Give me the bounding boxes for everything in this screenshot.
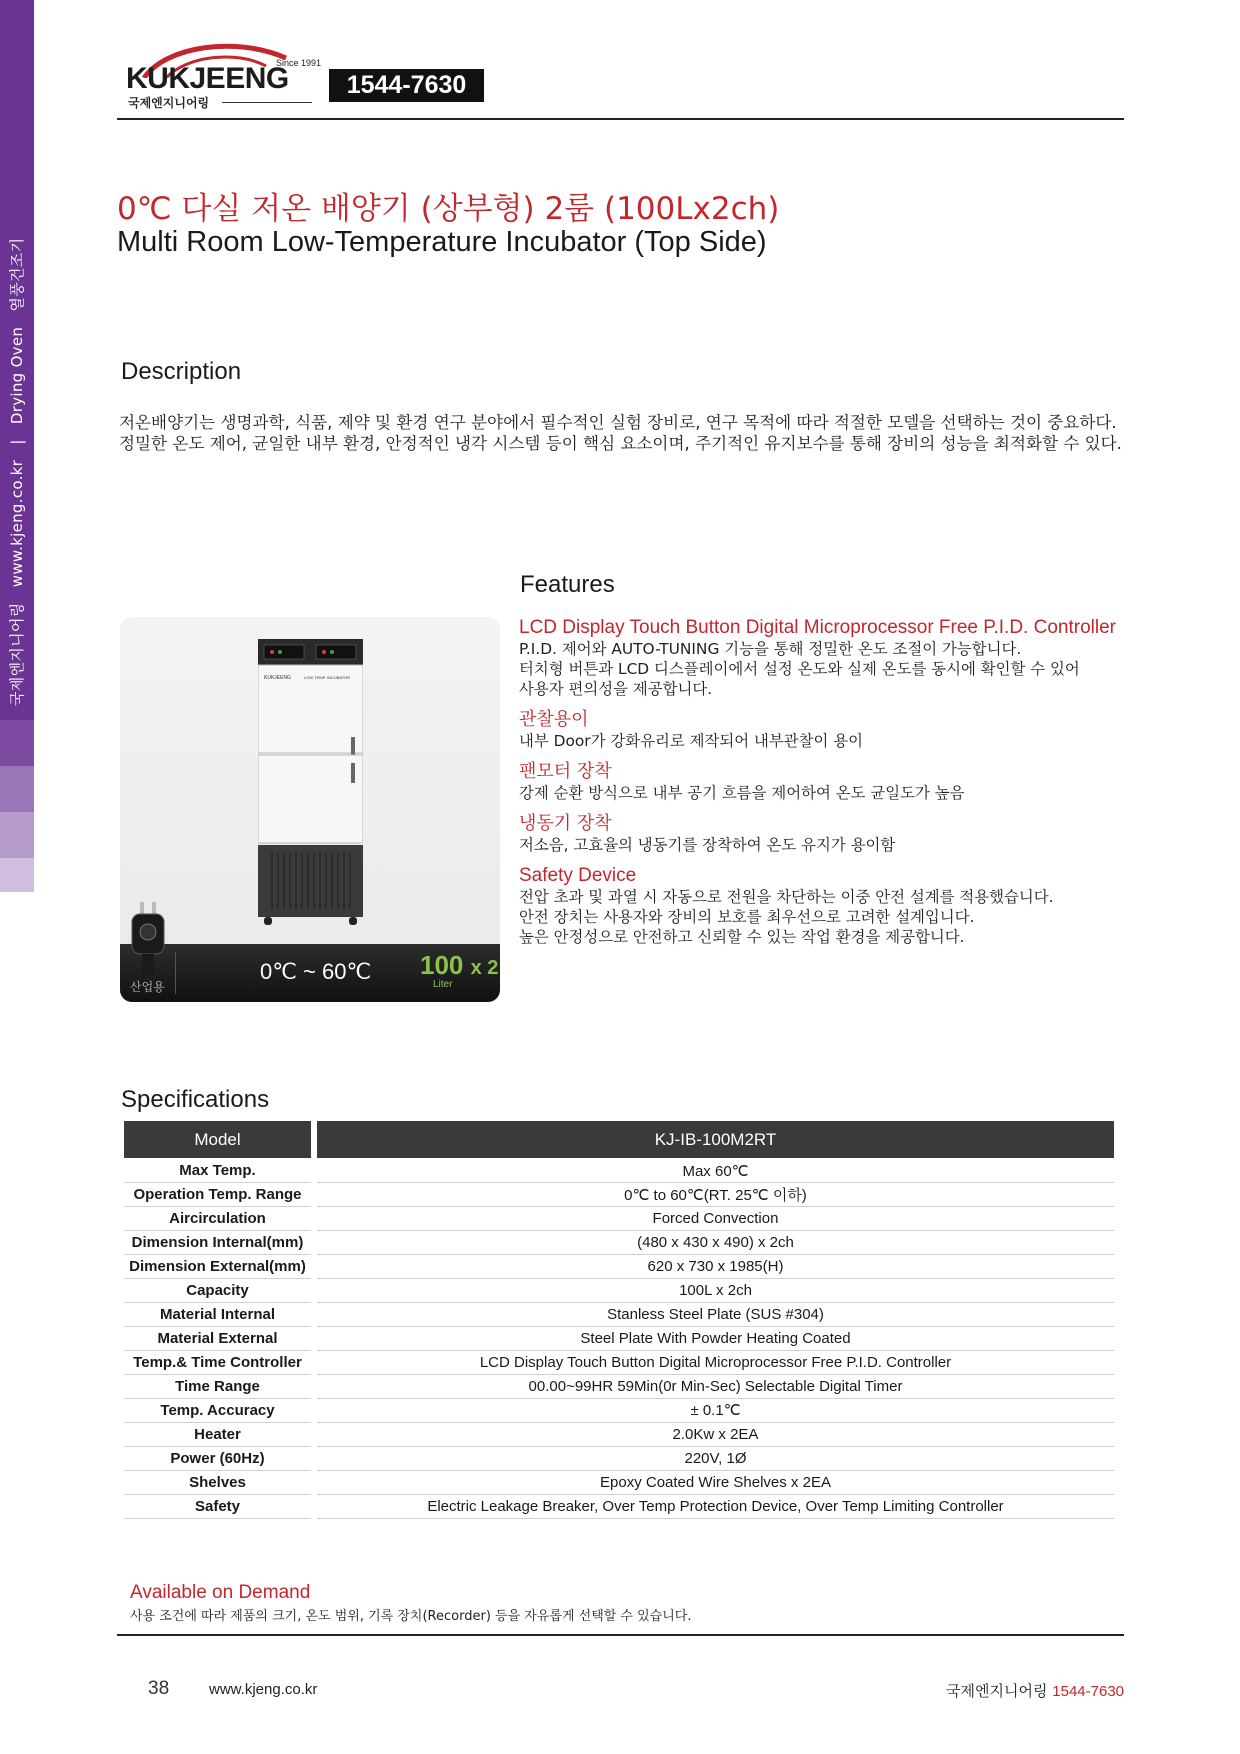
spec-value: 00.00~99HR 59Min(0r Min-Sec) Selectable Digital Timer bbox=[314, 1374, 1114, 1398]
spec-key: Temp. Accuracy bbox=[124, 1398, 314, 1422]
spec-value: 2.0Kw x 2EA bbox=[314, 1422, 1114, 1446]
footer-contact bbox=[946, 1680, 1124, 1701]
spec-key: Dimension Internal(mm) bbox=[124, 1230, 314, 1254]
feature-item bbox=[519, 761, 1119, 803]
spec-value: Stanless Steel Plate (SUS #304) bbox=[314, 1302, 1114, 1326]
capacity-number: 100 bbox=[420, 950, 464, 980]
feature-item bbox=[519, 865, 1119, 947]
feature-line: 사용자 편의성을 제공합니다. bbox=[519, 680, 713, 698]
side-separator: | bbox=[8, 439, 26, 445]
spec-key: Temp.& Time Controller bbox=[124, 1350, 314, 1374]
feature-line: P.I.D. 제어와 AUTO-TUNING 기능을 통해 정밀한 온도 조절이 가능합니다. bbox=[519, 640, 1022, 658]
spec-value: Forced Convection bbox=[314, 1206, 1114, 1230]
side-band-block bbox=[0, 812, 34, 858]
table-row bbox=[124, 1326, 1114, 1350]
spec-value: 220V, 1Ø bbox=[314, 1446, 1114, 1470]
table-row bbox=[124, 1158, 1114, 1182]
features-list bbox=[519, 617, 1119, 957]
available-heading: Available on Demand bbox=[130, 1582, 311, 1603]
spec-value: 620 x 730 x 1985(H) bbox=[314, 1254, 1114, 1278]
spec-value: Epoxy Coated Wire Shelves x 2EA bbox=[314, 1470, 1114, 1494]
spec-value: ± 0.1℃ bbox=[314, 1398, 1114, 1422]
side-band-block bbox=[0, 858, 34, 892]
table-header-key: Model bbox=[124, 1121, 314, 1158]
table-row bbox=[124, 1374, 1114, 1398]
side-band-block bbox=[0, 766, 34, 812]
spec-key: Safety bbox=[124, 1494, 314, 1518]
unit-model-label: LOW TEMP. INCUBATOR bbox=[304, 675, 351, 680]
table-row bbox=[124, 1470, 1114, 1494]
feature-body bbox=[519, 731, 1119, 751]
table-row bbox=[124, 1494, 1114, 1518]
feature-item bbox=[519, 709, 1119, 751]
table-row bbox=[124, 1446, 1114, 1470]
feature-item bbox=[519, 617, 1119, 699]
footer-website: www.kjeng.co.kr bbox=[209, 1681, 318, 1698]
feature-item bbox=[519, 813, 1119, 855]
table-header-model: KJ-IB-100M2RT bbox=[314, 1121, 1114, 1158]
spec-value: Max 60℃ bbox=[314, 1158, 1114, 1182]
table-row bbox=[124, 1278, 1114, 1302]
company-logo bbox=[126, 38, 324, 116]
table-row bbox=[124, 1398, 1114, 1422]
feature-line: 안전 장치는 사용자와 장비의 보호를 최우선으로 고려한 설계입니다. bbox=[519, 908, 975, 926]
unit-brand: KUKJEENG bbox=[264, 675, 291, 681]
feature-line: 전압 초과 및 과열 시 자동으로 전원을 차단하는 이중 안전 설계를 적용했습니다. bbox=[519, 888, 1054, 906]
footer-divider bbox=[117, 1634, 1124, 1636]
page-number: 38 bbox=[148, 1678, 170, 1699]
footer-phone: 1544-7630 bbox=[1052, 1683, 1124, 1700]
table-row bbox=[124, 1230, 1114, 1254]
table-row bbox=[124, 1254, 1114, 1278]
spec-key: Aircirculation bbox=[124, 1206, 314, 1230]
spec-value: Electric Leakage Breaker, Over Temp Protection Device, Over Temp Limiting Controller bbox=[314, 1494, 1114, 1518]
table-row bbox=[124, 1302, 1114, 1326]
spec-value: Steel Plate With Powder Heating Coated bbox=[314, 1326, 1114, 1350]
feature-line: 터치형 버튼과 LCD 디스플레이에서 설정 온도와 실제 온도를 동시에 확인할 수 있어 bbox=[519, 660, 1080, 678]
spec-key: Material Internal bbox=[124, 1302, 314, 1326]
side-band-block bbox=[0, 720, 34, 766]
spec-key: Operation Temp. Range bbox=[124, 1182, 314, 1206]
spec-value: LCD Display Touch Button Digital Microprocessor Free P.I.D. Controller bbox=[314, 1350, 1114, 1374]
side-band-text bbox=[4, 16, 30, 706]
side-category-en: Drying Oven bbox=[8, 326, 26, 425]
feature-title: 팬모터 장착 bbox=[519, 761, 612, 782]
banner-separator bbox=[175, 952, 176, 994]
specifications-heading: Specifications bbox=[121, 1086, 270, 1113]
incubator-illustration bbox=[258, 639, 363, 927]
available-text: 사용 조건에 따라 제품의 크기, 온도 범위, 기록 장치(Recorder) 등을 자유롭게 선택할 수 있습니다. bbox=[130, 1609, 692, 1624]
product-image bbox=[120, 617, 500, 1002]
logo-since: Since 1991 bbox=[276, 58, 322, 68]
side-category: 건조기 bbox=[8, 237, 26, 282]
table-row bbox=[124, 1182, 1114, 1206]
product-title-korean: 0℃ 다실 저온 배양기 (상부형) 2룸 (100Lx2ch) bbox=[117, 191, 780, 227]
feature-line: 내부 Door가 강화유리로 제작되어 내부관찰이 용이 bbox=[519, 732, 863, 750]
feature-title: LCD Display Touch Button Digital Microprocessor Free P.I.D. Controller bbox=[519, 617, 1116, 638]
spec-key: Dimension External(mm) bbox=[124, 1254, 314, 1278]
feature-body bbox=[519, 639, 1119, 699]
logo-subtitle: 국제엔지니어링 bbox=[128, 96, 210, 110]
logo-divider bbox=[222, 102, 312, 103]
spec-key: Material External bbox=[124, 1326, 314, 1350]
spec-value: 100L x 2ch bbox=[314, 1278, 1114, 1302]
logo-wordmark: KUKJEENG bbox=[126, 62, 289, 95]
spec-value: (480 x 430 x 490) x 2ch bbox=[314, 1230, 1114, 1254]
feature-line: 저소음, 고효율의 냉동기를 장착하여 온도 유지가 용이함 bbox=[519, 836, 896, 854]
description-text: 저온배양기는 생명과학, 식품, 제약 및 환경 연구 분야에서 필수적인 실험 장비로, 연구 목적에 따라 적절한 모델을 선택하는 것이 중요하다. 정밀한 온도 제어, 균일한 내부 환경, 안정적인 냉각 시스템 등이 핵심 요소이며, 주기적인 유지보수를 통해 장비의 성능을 최적화할 수 있다. bbox=[119, 413, 1122, 453]
spec-key: Time Range bbox=[124, 1374, 314, 1398]
feature-body bbox=[519, 835, 1119, 855]
spec-key: Power (60Hz) bbox=[124, 1446, 314, 1470]
header-phone: 1544-7630 bbox=[329, 69, 484, 102]
table-row bbox=[124, 1206, 1114, 1230]
description-heading: Description bbox=[121, 358, 242, 385]
side-company: 국제엔지니어링 bbox=[8, 602, 26, 706]
feature-title: 관찰용이 bbox=[519, 709, 589, 730]
side-website: www.kjeng.co.kr bbox=[8, 459, 26, 588]
feature-body bbox=[519, 887, 1119, 947]
spec-key: Heater bbox=[124, 1422, 314, 1446]
table-row bbox=[124, 1350, 1114, 1374]
feature-line: 높은 안정성으로 안전하고 신뢰할 수 있는 작업 환경을 제공합니다. bbox=[519, 928, 965, 946]
industrial-label: 산업용 bbox=[130, 980, 165, 994]
feature-body bbox=[519, 783, 1119, 803]
footer-company: 국제엔지니어링 bbox=[946, 1682, 1048, 1700]
spec-banner bbox=[120, 944, 500, 1002]
side-category-sep: 열풍 bbox=[8, 282, 26, 312]
feature-title: Safety Device bbox=[519, 865, 637, 886]
spec-key: Max Temp. bbox=[124, 1158, 314, 1182]
table-row bbox=[124, 1422, 1114, 1446]
features-heading: Features bbox=[520, 571, 615, 598]
spec-key: Capacity bbox=[124, 1278, 314, 1302]
product-title-english: Multi Room Low-Temperature Incubator (Top Side) bbox=[117, 226, 767, 258]
capacity-unit: Liter bbox=[433, 979, 453, 990]
spec-key: Shelves bbox=[124, 1470, 314, 1494]
feature-title: 냉동기 장착 bbox=[519, 813, 612, 834]
capacity-multiplier: x 2 bbox=[470, 957, 499, 979]
table-header-row bbox=[124, 1121, 1114, 1158]
temperature-range: 0℃ ~ 60℃ bbox=[260, 959, 372, 984]
feature-line: 강제 순환 방식으로 내부 공기 흐름을 제어하여 온도 균일도가 높음 bbox=[519, 784, 965, 802]
capacity-badge bbox=[420, 950, 498, 981]
spec-value: 0℃ to 60℃(RT. 25℃ 이하) bbox=[314, 1182, 1114, 1206]
specifications-table bbox=[124, 1121, 1114, 1519]
header-divider bbox=[117, 118, 1124, 120]
industrial-plug-icon bbox=[128, 902, 168, 976]
